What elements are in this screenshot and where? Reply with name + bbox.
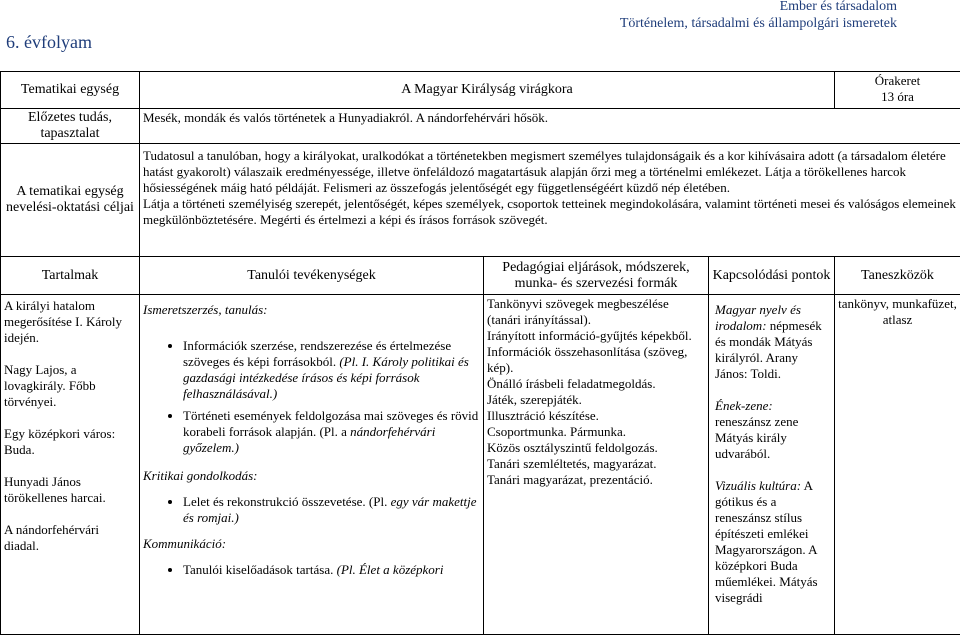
activity-example: egy vár makettje és romjai.) — [183, 494, 476, 525]
goals-label: A tematikai egység nevelési-oktatási céljai — [1, 144, 140, 257]
prior-row — [1, 109, 960, 144]
link-item — [715, 478, 831, 606]
activity-example: nándorfehérvári győzelem.) — [183, 424, 435, 455]
tools-text: tankönyv, munkafüzet, atlasz — [838, 296, 957, 328]
col-activities-header: Tanulói tevékenységek — [140, 257, 484, 295]
activity-example: (Pl. I. Károly politikai és gazdasági intézkedése írásos és képi források felhasználásával.) — [183, 354, 469, 401]
col-tools-header: Taneszközök — [835, 257, 960, 295]
link-subject: Vizuális kultúra: — [715, 478, 801, 493]
activity-item — [183, 408, 480, 456]
link-item — [715, 398, 831, 462]
activities-list — [143, 494, 480, 526]
column-headers-row — [1, 257, 960, 295]
activity-text: Tanulói kiselőadások tartása. — [183, 562, 337, 577]
col-content-header: Tartalmak — [1, 257, 140, 295]
prior-text: Mesék, mondák és valós történetek a Hunyadiakról. A nándorfehérvári hősök. — [140, 109, 960, 144]
content-item: Egy középkori város: Buda. — [4, 426, 136, 458]
hours-label: Órakeret — [838, 73, 957, 89]
links-cell — [709, 295, 835, 635]
activity-item — [183, 494, 480, 526]
link-text: A gótikus és a reneszánsz stílus építészeti emlékei Magyarországon. A középkori Buda műemlékei. Mátyás visegrádi — [715, 478, 818, 605]
activity-example: (Pl. Élet a középkori — [337, 562, 444, 577]
method-item: Önálló írásbeli feladatmegoldás. — [487, 376, 705, 392]
prior-label: Előzetes tudás, tapasztalat — [1, 109, 140, 144]
activity-item — [183, 338, 480, 402]
unit-label: Tematikai egység — [1, 72, 140, 109]
method-item: Információk összehasonlítása (szöveg, kép). — [487, 344, 705, 376]
methods-cell — [484, 295, 709, 635]
activity-text: Történeti események feldolgozása mai szöveges és rövid korabeli források alapján. (Pl. a — [183, 408, 478, 439]
goals-row — [1, 144, 960, 257]
goals-paragraph-2: Látja a történeti személyiség szerepét, jelentőségét, képes személyek, csoportok tetteinek megindokolására, valamint történeti mesei és valóságos elemeinek megkülönböztetésére. Megérti és értelmezi a képi és írásos források szövegét. — [143, 196, 957, 228]
method-item: Játék, szerepjáték. — [487, 392, 705, 408]
goals-cell — [140, 144, 960, 257]
content-item: A királyi hatalom megerősítése I. Károly idején. — [4, 298, 136, 346]
method-item: Tanári magyarázat, prezentáció. — [487, 472, 705, 488]
subject-header — [620, 0, 897, 32]
hours-value: 13 óra — [838, 89, 957, 105]
content-item: Nagy Lajos, a lovagkirály. Főbb törvényei. — [4, 362, 136, 410]
link-subject: Ének-zene: — [715, 398, 773, 413]
activities-section-title: Ismeretszerzés, tanulás: — [143, 302, 480, 318]
unit-row — [1, 72, 960, 109]
content-cell — [1, 295, 140, 635]
activities-list — [143, 338, 480, 456]
activities-list — [143, 562, 480, 578]
activity-text: Információk szerzése, rendszerezése és értelmezése szöveges és képi forrásokból. — [183, 338, 451, 369]
link-item — [715, 302, 831, 382]
grade-heading: 6. évfolyam — [6, 32, 92, 53]
goals-paragraph-1: Tudatosul a tanulóban, hogy a királyokat, uralkodókat a történetekben megismert személyes tulajdonságaik és a kor kihívásaira adott (a társadalom életére hatást gyakorolt) válaszaik eredményessége, illetve önfeláldozó magatartásuk alapján őrzi meg a történelmi emlékezet. Látja a törökellenes harcok hősiességének máig ható példáját. Felismeri az összefogás jelentőségét egy függetlenségéért küzdő nép életében. — [143, 148, 957, 196]
activities-cell — [140, 295, 484, 635]
col-methods-header: Pedagógiai eljárások, módszerek, munka- és szervezési formák — [484, 257, 709, 295]
method-item: Csoportmunka. Pármunka. — [487, 424, 705, 440]
activity-item — [183, 562, 480, 578]
method-item: Irányított információ-gyűjtés képekből. — [487, 328, 705, 344]
method-item: Tankönyvi szövegek megbeszélése (tanári irányítással). — [487, 296, 705, 328]
content-item: A nándorfehérvári diadal. — [4, 522, 136, 554]
hours-cell — [835, 72, 960, 109]
col-links-header: Kapcsolódási pontok — [709, 257, 835, 295]
method-item: Tanári szemléltetés, magyarázat. — [487, 456, 705, 472]
activity-text: Lelet és rekonstrukció összevetése. (Pl. — [183, 494, 391, 509]
curriculum-table — [0, 71, 960, 635]
link-text: népmesék és mondák Mátyás királyról. Arany János: Toldi. — [715, 318, 822, 381]
detail-row — [1, 295, 960, 635]
link-subject: Magyar nyelv és irodalom: — [715, 302, 801, 333]
method-item: Illusztráció készítése. — [487, 408, 705, 424]
tools-cell — [835, 295, 960, 635]
subject-title: Ember és társadalom — [620, 0, 897, 15]
activities-section-title: Kritikai gondolkodás: — [143, 468, 480, 484]
course-title: Történelem, társadalmi és állampolgári ismeretek — [620, 15, 897, 32]
activities-section-title: Kommunikáció: — [143, 536, 480, 552]
unit-title: A Magyar Királyság virágkora — [140, 72, 835, 109]
method-item: Közös osztályszintű feldolgozás. — [487, 440, 705, 456]
content-item: Hunyadi János törökellenes harcai. — [4, 474, 136, 506]
link-text: reneszánsz zene Mátyás király udvarából. — [715, 414, 798, 461]
